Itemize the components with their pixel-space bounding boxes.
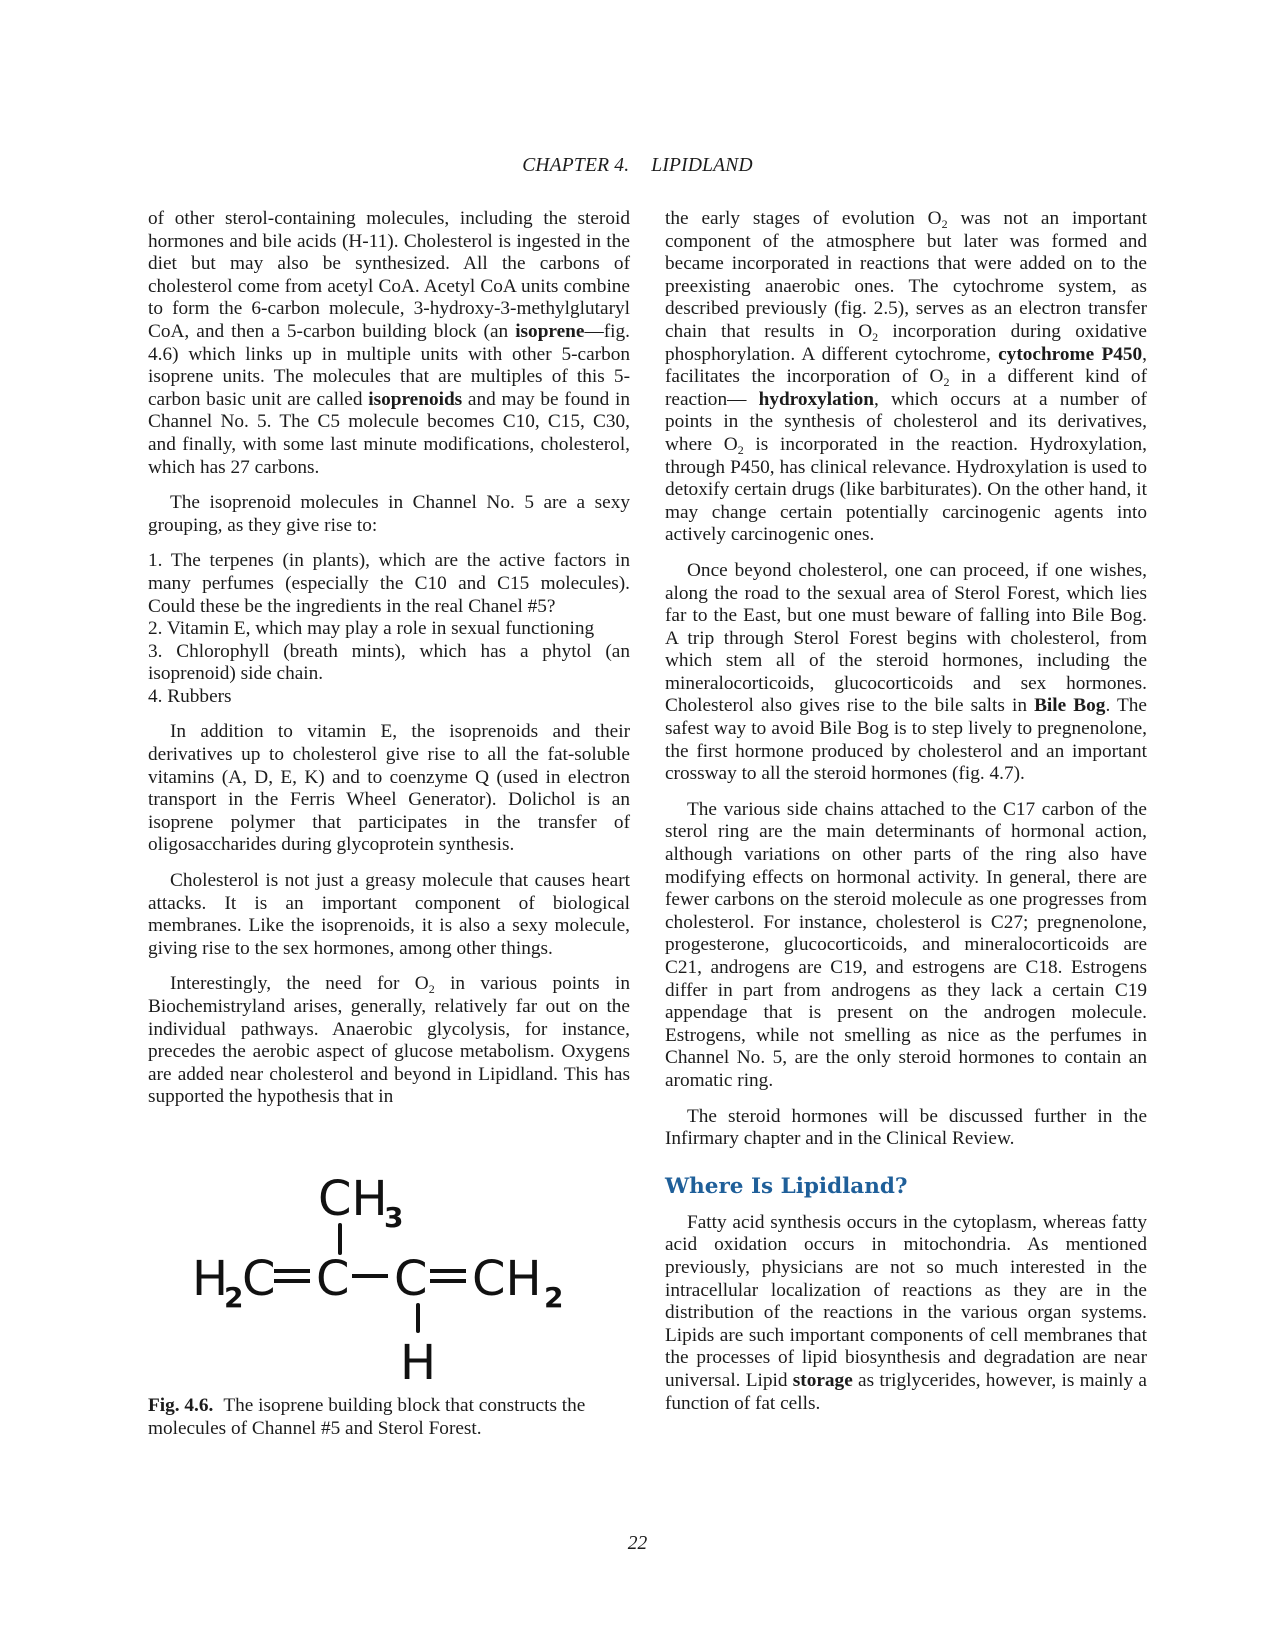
left-end-subscript: 2 — [224, 1280, 244, 1314]
carbon-1: C — [242, 1250, 276, 1307]
list-item: 1. The terpenes (in plants), which are the active factors in many perfumes (especially the C10 and C15 molecules). Could these be the ingredients in the real Chanel #5? — [148, 550, 630, 617]
carbon-2: C — [316, 1250, 350, 1307]
numbered-list — [148, 550, 630, 708]
list-item: 4. Rubbers — [148, 685, 232, 707]
methyl-label: CH — [318, 1170, 388, 1227]
carbon-3: C — [394, 1250, 428, 1307]
paragraph: Fatty acid synthesis occurs in the cytoplasm, whereas fatty acid oxidation occurs in mitochondria. As mentioned previously, physicians are not so much interested in the intracellular localization of reactions as they are in the distribution of the reactions in the various organ systems. Lipids are such important components of cell membranes that the processes of lipid biosynthesis and degradation are near universal. Lipid storage as triglycerides, however, is mainly a function of fat cells. — [665, 1211, 1147, 1414]
term-isoprene: isoprene — [515, 320, 585, 342]
term-cytochrome-p450: cytochrome P450 — [998, 343, 1143, 365]
term-bile-bog: Bile Bog — [1034, 695, 1106, 717]
figure-caption: Fig. 4.6. The isoprene building block that constructs the molecules of Channel #5 and Sterol Forest. — [148, 1394, 586, 1439]
chapter-number: CHAPTER 4. — [522, 155, 630, 176]
list-item: 2. Vitamin E, which may play a role in sexual functioning — [148, 618, 595, 640]
left-end-h: H — [192, 1250, 229, 1307]
paragraph: Once beyond cholesterol, one can proceed, if one wishes, along the road to the sexual area of Sterol Forest, which lies far to the East, but one must beware of falling into Bile Bog. A trip through Sterol Forest begins with cholesterol, from which stem all of the steroid hormones, including the mineralocorticoids, glucocorticoids and sex hormones. Cholesterol also gives rise to the bile salts in Bile Bog. The safest way to avoid Bile Bog is to step lively to pregnenolone, the first hormone produced by cholesterol and an important crossway to all the steroid hormones (fig. 4.7). — [665, 559, 1147, 785]
paragraph: The steroid hormones will be discussed further in the Infirmary chapter and in the Clinical Review. — [665, 1105, 1147, 1150]
isoprene-structure-diagram — [192, 1155, 592, 1385]
term-hydroxylation: hydroxylation — [758, 388, 874, 410]
paragraph: Interestingly, the need for $O_2$ in various points in Biochemistryland arises, generally, relatively far out on the individual pathways. Anaerobic glycolysis, for instance, precedes the aerobic aspect of glucose metabolism. Oxygens are added near cholesterol and beyond in Lipidland. This has supported the hypothesis that in — [148, 973, 630, 1108]
methyl-subscript: 3 — [384, 1200, 404, 1234]
left-column — [148, 208, 630, 1453]
right-end-label: CH — [472, 1250, 542, 1307]
paragraph: The isoprenoid molecules in Channel No. 5 are a sexy grouping, as they give rise to: — [148, 492, 630, 536]
term-storage: storage — [792, 1369, 853, 1391]
paragraph: Cholesterol is not just a greasy molecule that causes heart attacks. It is an important component of biological membranes. Like the isoprenoids, it is also a sexy molecule, giving rise to the sex hormones, among other things. — [148, 870, 630, 959]
paragraph: In addition to vitamin E, the isoprenoids and their derivatives up to cholesterol give rise to all the fat-soluble vitamins (A, D, E, K) and to coenzyme Q (used in electron transport in the Ferris Wheel Generator). Dolichol is an isoprene polymer that participates in the transfer of oligosaccharides during glycoprotein synthesis. — [148, 721, 630, 856]
page-number: 22 — [627, 1533, 648, 1554]
right-column — [665, 208, 1147, 1428]
paragraph: The various side chains attached to the C17 carbon of the sterol ring are the main determinants of hormonal action, although variations on other parts of the ring also have modifying effects on hormonal activity. In general, there are fewer carbons on the steroid molecule as one progresses from cholesterol. For instance, cholesterol is C27; pregnenolone, progesterone, glucocorticoids, and mineralocorticoids are C21, androgens are C19, and estrogens are C18. Estrogens differ in part from androgens as they lack a certain C19 appendage that is present on the androgen molecule. Estrogens, while not smelling as nice as the perfumes in Channel No. 5, are the only steroid hormones to contain an aromatic ring. — [665, 798, 1147, 1091]
hydrogen-label: H — [400, 1334, 437, 1385]
figure-label: Fig. 4.6. — [148, 1394, 214, 1416]
paragraph: of other sterol-containing molecules, including the steroid hormones and bile acids (H-11). Cholesterol is ingested in the diet but may also be synthesized. All the carbons of cholesterol come from acetyl CoA. Acetyl CoA units combine to form the 6-carbon molecule, 3-hydroxy-3-methylglutaryl CoA, and then a 5-carbon building block (an isoprene—fig. 4.6) which links up in multiple units with other 5-carbon isoprene units. The molecules that are multiples of this 5-carbon basic unit are called isoprenoids and may be found in Channel No. 5. The C5 molecule becomes C10, C15, C30, and finally, with some last minute modifications, cholesterol, which has 27 carbons. — [148, 208, 630, 478]
term-isoprenoids: isoprenoids — [368, 388, 463, 410]
right-end-subscript: 2 — [544, 1280, 564, 1314]
chapter-title: LIPIDLAND — [651, 155, 753, 176]
running-head — [0, 155, 1275, 177]
isoprene-figure — [148, 1155, 630, 1395]
section-heading: Where Is Lipidland? — [665, 1173, 908, 1199]
paragraph: the early stages of evolution $O_2$ was not an important component of the atmosphere but later was formed and became incorporated in reactions that were added on to the preexisting anaerobic ones. The cytochrome system, as described previously (fig. 2.5), serves as an electron transfer chain that results in $O_2$ incorporation during oxidative phosphorylation. A different cytochrome, cytochrome P450, facilitates the incorporation of $O_2$ in a different kind of reaction— hydroxylation, which occurs at a number of points in the synthesis of cholesterol and its derivatives, where $O_2$ is incorporated in the reaction. Hydroxylation, through P450, has clinical relevance. Hydroxylation is used to detoxify certain drugs (like barbiturates). On the other hand, it may change certain potentially carcinogenic agents into actively carcinogenic ones. — [665, 208, 1147, 546]
list-item: 3. Chlorophyll (breath mints), which has a phytol (an isoprenoid) side chain. — [148, 640, 630, 685]
